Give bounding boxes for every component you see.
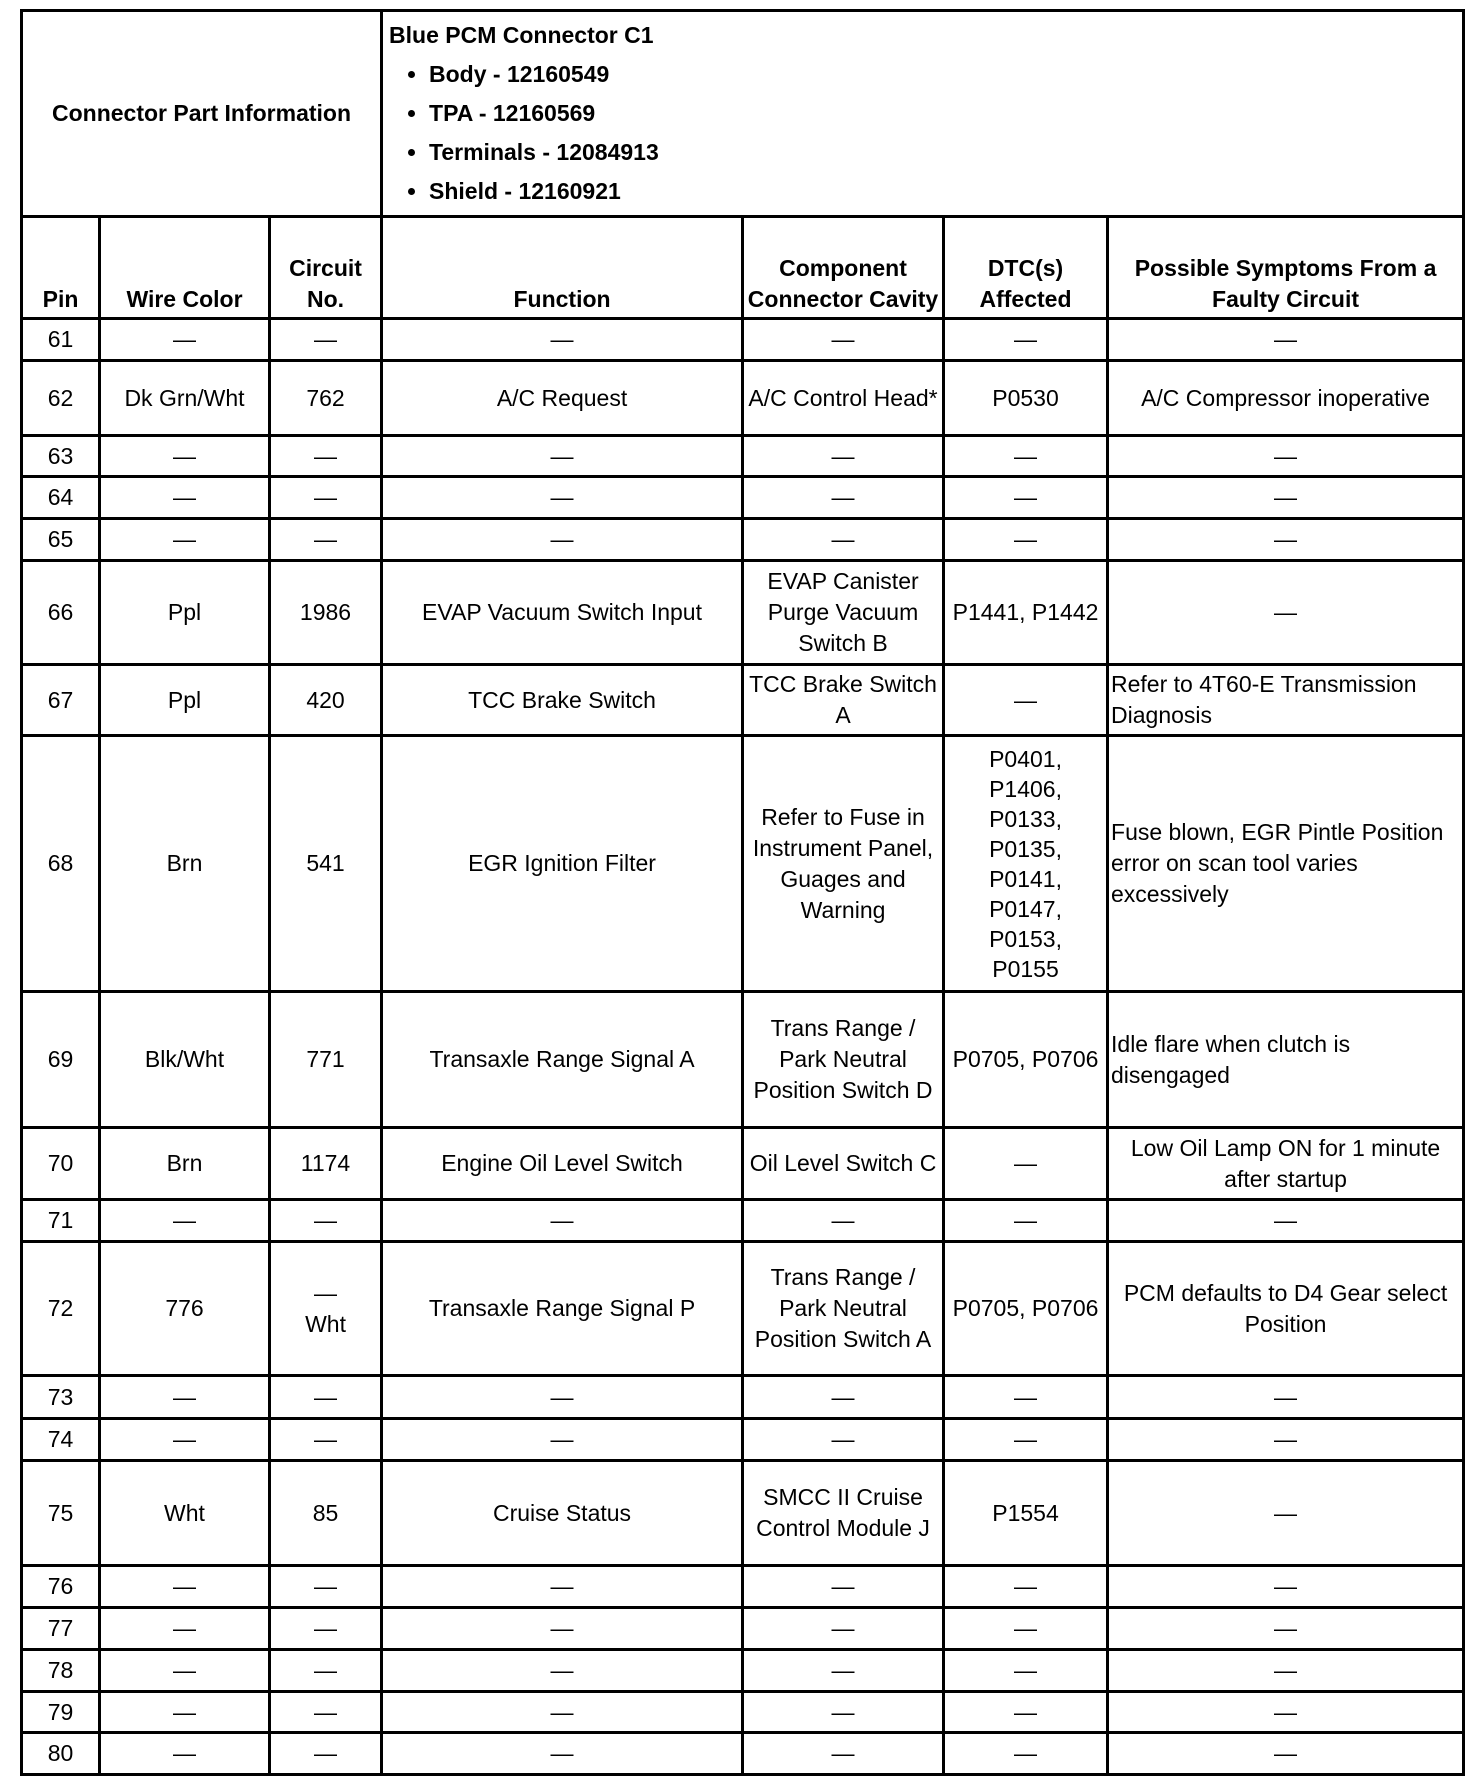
parts-list [389,55,1456,211]
cell-dtc: — [944,1128,1108,1200]
cell-wire: — [100,477,270,519]
cell-cavity: — [743,1566,944,1608]
connector-info-row [22,11,1464,217]
cell-symptoms: Fuse blown, EGR Pintle Position error on scan tool varies excessively [1108,736,1464,992]
cell-pin: 64 [22,477,100,519]
cell-pin: 72 [22,1242,100,1376]
cell-dtc: — [944,519,1108,561]
table-row [22,1733,1464,1775]
cell-function: Transaxle Range Signal P [382,1242,743,1376]
cell-function: — [382,477,743,519]
cell-pin: 73 [22,1376,100,1419]
cell-pin: 77 [22,1608,100,1650]
table-row [22,436,1464,477]
cell-cavity: — [743,1608,944,1650]
cell-circuit: — [270,1566,382,1608]
table-row [22,1242,1464,1376]
cell-dtc: P1441, P1442 [944,561,1108,665]
cell-circuit: — [270,1650,382,1692]
cell-pin: 65 [22,519,100,561]
cell-pin: 67 [22,665,100,736]
cell-circuit: — [270,1376,382,1419]
cell-symptoms: — [1108,1650,1464,1692]
cell-circuit: — [270,1200,382,1242]
cell-pin: 71 [22,1200,100,1242]
cell-cavity: — [743,319,944,361]
cell-symptoms: — [1108,1200,1464,1242]
cell-wire: — [100,1419,270,1461]
cell-cavity: — [743,519,944,561]
cell-circuit: 1986 [270,561,382,665]
cell-symptoms: PCM defaults to D4 Gear select Position [1108,1242,1464,1376]
cell-symptoms: — [1108,1692,1464,1733]
cell-dtc: P0401, P1406, P0133, P0135, P0141, P0147, P0153, P0155 [944,736,1108,992]
cell-cavity: TCC Brake Switch A [743,665,944,736]
cell-wire: — [100,1733,270,1775]
cell-pin: 70 [22,1128,100,1200]
cell-dtc: — [944,1376,1108,1419]
part-item: • TPA - 12160569 [429,94,1456,133]
cell-cavity: — [743,1376,944,1419]
cell-cavity: Trans Range / Park Neutral Position Switch A [743,1242,944,1376]
column-header: DTC(s) Affected [944,217,1108,319]
cell-wire: — [100,1692,270,1733]
cell-symptoms: — [1108,1419,1464,1461]
cell-symptoms: Idle flare when clutch is disengaged [1108,992,1464,1128]
cell-wire: Ppl [100,561,270,665]
cell-wire: — [100,436,270,477]
cell-symptoms: Refer to 4T60-E Transmission Diagnosis [1108,665,1464,736]
cell-dtc: — [944,1650,1108,1692]
cell-pin: 63 [22,436,100,477]
header-row [22,217,1464,319]
cell-circuit: — Wht [270,1242,382,1376]
cell-cavity: — [743,1650,944,1692]
cell-dtc: — [944,1200,1108,1242]
cell-wire: Dk Grn/Wht [100,361,270,436]
column-header: Pin [22,217,100,319]
cell-dtc: — [944,1692,1108,1733]
cell-function: Cruise Status [382,1461,743,1566]
cell-cavity: — [743,1419,944,1461]
cell-wire: — [100,1200,270,1242]
cell-pin: 74 [22,1419,100,1461]
cell-symptoms: — [1108,1733,1464,1775]
table-row [22,477,1464,519]
part-item: • Body - 12160549 [429,55,1456,94]
cell-symptoms: Low Oil Lamp ON for 1 minute after startup [1108,1128,1464,1200]
cell-function: — [382,1650,743,1692]
cell-function: — [382,319,743,361]
cell-function: Transaxle Range Signal A [382,992,743,1128]
cell-circuit: — [270,477,382,519]
table-row [22,1461,1464,1566]
cell-circuit: — [270,1419,382,1461]
cell-pin: 80 [22,1733,100,1775]
part-item: • Terminals - 12084913 [429,133,1456,172]
cell-circuit: — [270,1692,382,1733]
cell-pin: 68 [22,736,100,992]
table-row [22,1376,1464,1419]
cell-dtc: P0705, P0706 [944,992,1108,1128]
cell-cavity: — [743,1200,944,1242]
cell-pin: 66 [22,561,100,665]
cell-function: — [382,1692,743,1733]
cell-circuit: 420 [270,665,382,736]
column-header: Wire Color [100,217,270,319]
cell-cavity: — [743,477,944,519]
cell-function: EVAP Vacuum Switch Input [382,561,743,665]
cell-cavity: EVAP Canister Purge Vacuum Switch B [743,561,944,665]
table-row [22,992,1464,1128]
cell-wire: 776 [100,1242,270,1376]
cell-symptoms: — [1108,319,1464,361]
cell-symptoms: — [1108,477,1464,519]
cell-function: — [382,436,743,477]
table-row [22,361,1464,436]
cell-wire: Brn [100,736,270,992]
cell-cavity: Trans Range / Park Neutral Position Switch D [743,992,944,1128]
cell-dtc: P1554 [944,1461,1108,1566]
cell-function: TCC Brake Switch [382,665,743,736]
connector-info [382,11,1464,217]
cell-pin: 69 [22,992,100,1128]
table-row [22,319,1464,361]
table-row [22,561,1464,665]
cell-pin: 62 [22,361,100,436]
cell-dtc: — [944,1608,1108,1650]
cell-circuit: 541 [270,736,382,992]
cell-symptoms: — [1108,436,1464,477]
cell-symptoms: — [1108,1608,1464,1650]
cell-symptoms: — [1108,561,1464,665]
table-row [22,665,1464,736]
connector-pinout-table [20,9,1465,1776]
cell-dtc: — [944,477,1108,519]
cell-dtc: P0705, P0706 [944,1242,1108,1376]
cell-wire: Wht [100,1461,270,1566]
cell-cavity: SMCC II Cruise Control Module J [743,1461,944,1566]
column-header: Component Connector Cavity [743,217,944,319]
table-row [22,1692,1464,1733]
part-item: • Shield - 12160921 [429,172,1456,211]
cell-wire: Brn [100,1128,270,1200]
cell-function: — [382,1419,743,1461]
cell-cavity: — [743,436,944,477]
cell-symptoms: — [1108,1376,1464,1419]
cell-dtc: — [944,1419,1108,1461]
cell-cavity: — [743,1733,944,1775]
cell-function: Engine Oil Level Switch [382,1128,743,1200]
cell-symptoms: A/C Compressor inoperative [1108,361,1464,436]
cell-circuit: 762 [270,361,382,436]
cell-function: — [382,519,743,561]
cell-dtc: — [944,319,1108,361]
cell-circuit: 85 [270,1461,382,1566]
cell-wire: Ppl [100,665,270,736]
table-row [22,519,1464,561]
cell-symptoms: — [1108,519,1464,561]
column-header: Function [382,217,743,319]
column-header: Circuit No. [270,217,382,319]
cell-cavity: — [743,1692,944,1733]
cell-circuit: — [270,436,382,477]
table-row [22,736,1464,992]
cell-pin: 79 [22,1692,100,1733]
cell-pin: 78 [22,1650,100,1692]
cell-circuit: — [270,1733,382,1775]
table-row [22,1650,1464,1692]
cell-wire: — [100,1650,270,1692]
cell-symptoms: — [1108,1461,1464,1566]
cell-wire: Blk/Wht [100,992,270,1128]
cell-dtc: — [944,1566,1108,1608]
cell-cavity: A/C Control Head* [743,361,944,436]
cell-function: — [382,1733,743,1775]
column-header: Possible Symptoms From a Faulty Circuit [1108,217,1464,319]
cell-wire: — [100,1566,270,1608]
cell-dtc: — [944,665,1108,736]
table-row [22,1200,1464,1242]
cell-wire: — [100,1376,270,1419]
cell-cavity: Refer to Fuse in Instrument Panel, Guages and Warning [743,736,944,992]
table-row [22,1566,1464,1608]
table-row [22,1608,1464,1650]
connector-title: Blue PCM Connector C1 [389,22,654,48]
cell-wire: — [100,1608,270,1650]
cell-dtc: P0530 [944,361,1108,436]
cell-wire: — [100,319,270,361]
cell-function: — [382,1608,743,1650]
cell-circuit: — [270,319,382,361]
cell-circuit: — [270,519,382,561]
cell-symptoms: — [1108,1566,1464,1608]
cell-circuit: 1174 [270,1128,382,1200]
cell-circuit: 771 [270,992,382,1128]
cell-function: EGR Ignition Filter [382,736,743,992]
cell-cavity: Oil Level Switch C [743,1128,944,1200]
cell-function: — [382,1566,743,1608]
cell-circuit: — [270,1608,382,1650]
table-row [22,1128,1464,1200]
cell-function: A/C Request [382,361,743,436]
cell-dtc: — [944,1733,1108,1775]
cell-dtc: — [944,436,1108,477]
cell-pin: 76 [22,1566,100,1608]
cell-function: — [382,1200,743,1242]
cell-pin: 75 [22,1461,100,1566]
table-row [22,1419,1464,1461]
cell-pin: 61 [22,319,100,361]
cell-wire: — [100,519,270,561]
connector-info-label: Connector Part Information [22,11,382,217]
cell-function: — [382,1376,743,1419]
